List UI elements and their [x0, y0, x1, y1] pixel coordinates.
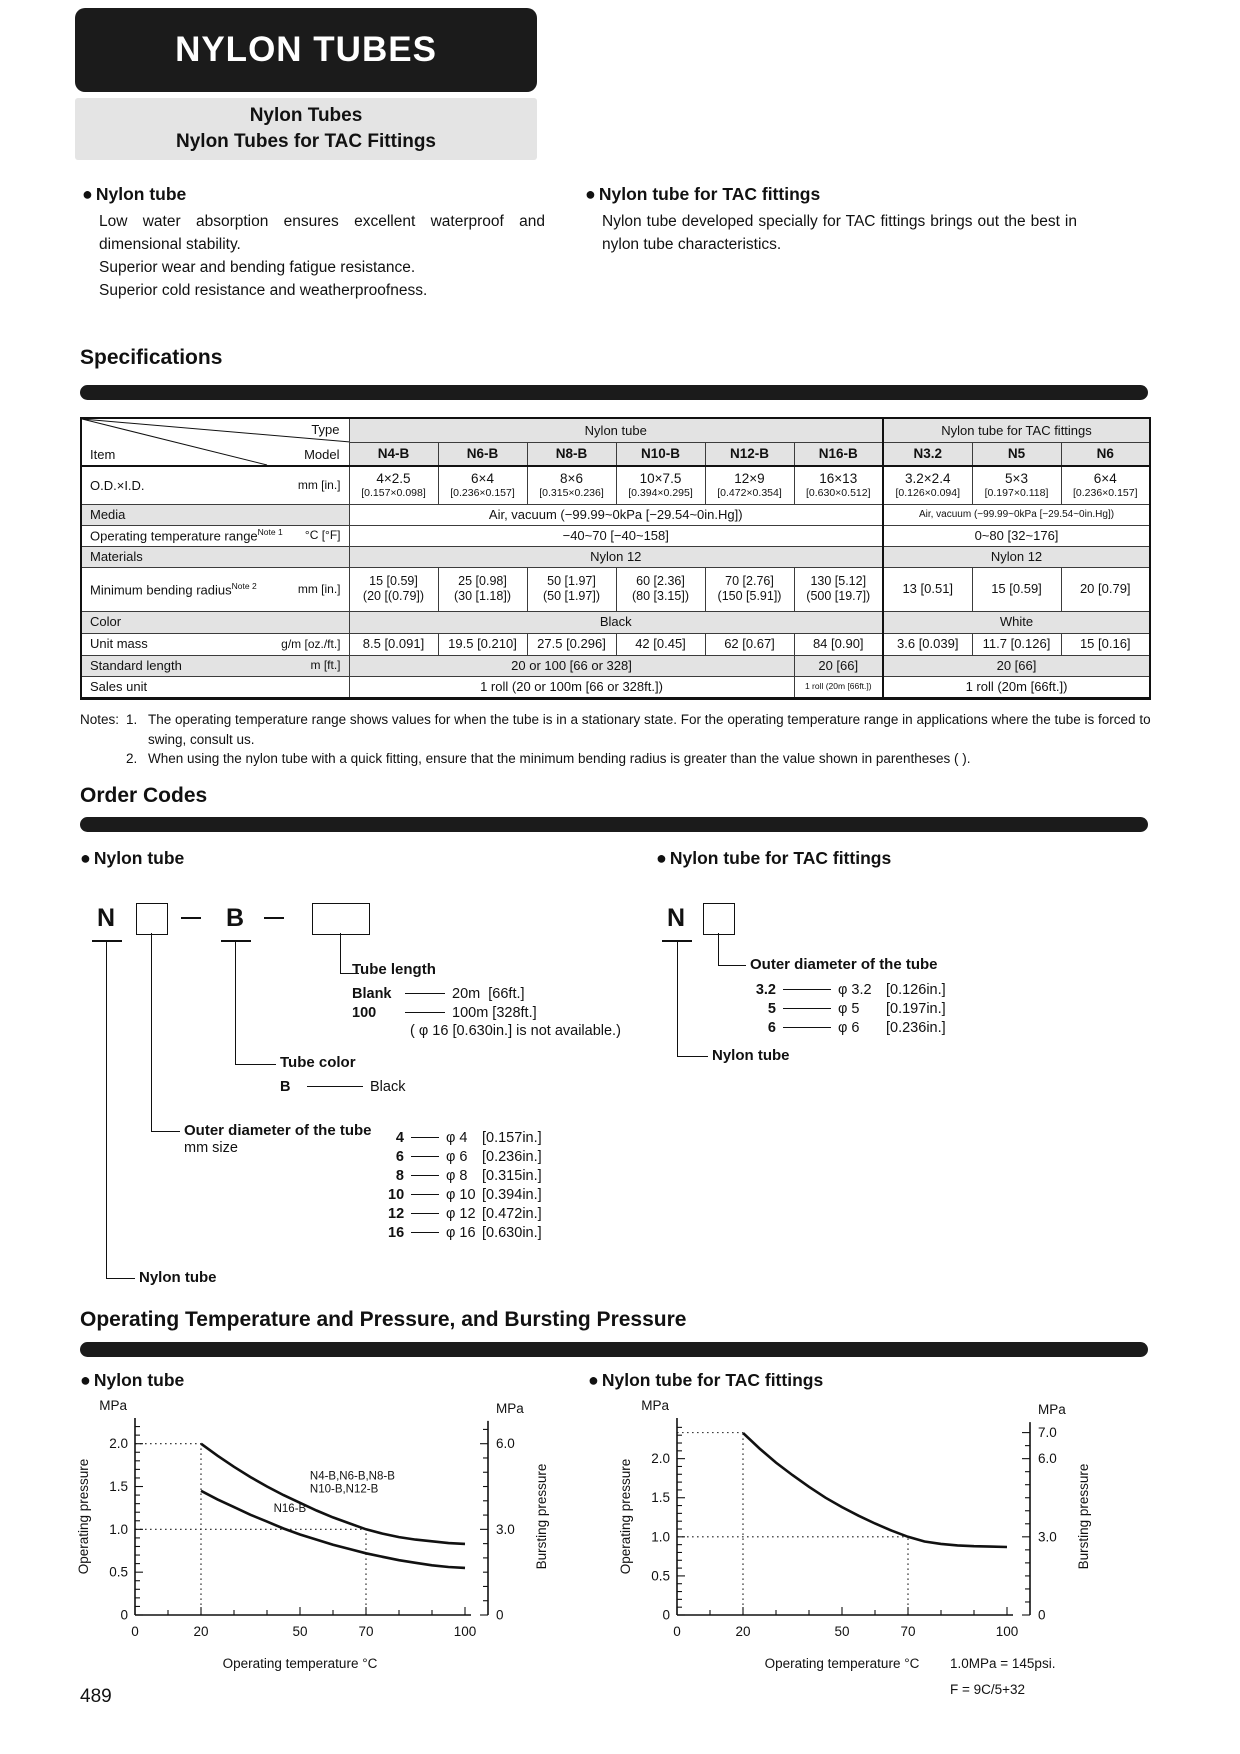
- intro-nylon-tube: [82, 184, 545, 303]
- code-separator: [181, 917, 201, 919]
- spec-cell: −40~70 [−40~158]: [349, 525, 883, 546]
- tac-nylon-tube-label: Nylon tube: [712, 1047, 790, 1064]
- order-code-text: [0.472in.]: [482, 1205, 542, 1222]
- svg-text:0: 0: [131, 1624, 139, 1639]
- order-code-text: φ 5: [838, 1000, 860, 1017]
- order-code-text: φ 4: [446, 1129, 468, 1146]
- outer-diameter-subtitle: mm size: [184, 1140, 238, 1156]
- spec-cell: 15 [0.59]: [972, 567, 1061, 611]
- spec-cell: 15 [0.59] (20 [(0.79]): [349, 567, 438, 611]
- y-axis-title-left: Operating pressure: [618, 1458, 633, 1575]
- specs-model-header: N6: [1061, 442, 1150, 466]
- spec-cell: 1 roll (20m [66ft.]): [883, 676, 1150, 698]
- tac-outer-diameter-title: Outer diameter of the tube: [750, 956, 938, 973]
- page-title-banner: [75, 8, 537, 92]
- spec-row-label: Standard length m [ft.]: [81, 655, 349, 676]
- unit-label: MPa: [496, 1400, 524, 1416]
- bullet-icon: ●: [82, 184, 93, 204]
- svg-text:50: 50: [292, 1624, 308, 1639]
- operating-heading: Operating Temperature and Pressure, and Bursting Pressure: [80, 1308, 687, 1331]
- order-code-row: [750, 980, 946, 999]
- order-code-row: [388, 1128, 542, 1147]
- specs-model-header: N3.2: [883, 442, 972, 466]
- order-code-text: φ 6: [446, 1148, 468, 1165]
- spec-cell: 84 [0.90]: [794, 633, 883, 655]
- order-code-text: B: [280, 1078, 291, 1095]
- order-tac-heading: [656, 848, 891, 870]
- note-number: 1.: [126, 712, 138, 727]
- order-code-text: Blank: [352, 985, 392, 1002]
- spec-cell: 16×13 [0.630×0.512]: [794, 466, 883, 504]
- page-number: 489: [80, 1686, 112, 1707]
- chart-nylon-heading: [80, 1370, 184, 1392]
- svg-text:0: 0: [120, 1607, 128, 1623]
- note-item: [80, 710, 1158, 749]
- order-code-text: [0.236in.]: [886, 1019, 946, 1036]
- svg-text:0: 0: [673, 1624, 681, 1639]
- specs-model-header: N4-B: [349, 442, 438, 466]
- spec-cell: 15 [0.16]: [1061, 633, 1150, 655]
- spec-row-label: Operating temperature range$^{Note 1}$ °C [°F]: [81, 525, 349, 546]
- order-code-text: 20m [66ft.]: [452, 985, 525, 1002]
- dash-line: [783, 1027, 831, 1028]
- spec-cell: 13 [0.51]: [883, 567, 972, 611]
- connector-line: [151, 933, 180, 1132]
- spec-cell: 1 roll (20 or 100m [66 or 328ft.]): [349, 676, 794, 698]
- bullet-icon: ●: [585, 184, 596, 204]
- code-separator: [264, 917, 284, 919]
- x-axis-title: Operating temperature °C: [222, 1656, 378, 1671]
- intro-line: Low water absorption ensures excellent waterproof and dimensional stability.: [99, 212, 545, 253]
- spec-cell: 3.2×2.4 [0.126×0.094]: [883, 466, 972, 504]
- specs-group-header: Nylon tube for TAC fittings: [883, 418, 1150, 442]
- svg-text:1.5: 1.5: [109, 1479, 128, 1495]
- order-code-row: [388, 1166, 542, 1185]
- intro-tac: [585, 184, 1077, 256]
- spec-cell: 3.6 [0.039]: [883, 633, 972, 655]
- dash-line: [411, 1194, 439, 1195]
- svg-text:2.0: 2.0: [651, 1451, 670, 1467]
- tac-outer-diameter-block: [750, 956, 946, 1037]
- svg-text:0.5: 0.5: [109, 1564, 128, 1580]
- note-number: 2.: [126, 751, 138, 767]
- chart-tac-heading: [588, 1370, 823, 1392]
- notes: [80, 710, 1158, 769]
- spec-row-label: Sales unit: [81, 676, 349, 698]
- order-code-text: [0.236in.]: [482, 1148, 542, 1165]
- x-axis-title: Operating temperature °C: [764, 1656, 920, 1671]
- order-code-text: 8: [395, 1167, 404, 1184]
- spec-cell: Black: [349, 611, 883, 633]
- spec-row-label: Materials: [81, 546, 349, 567]
- order-code-row: [352, 1003, 621, 1022]
- svg-text:3.0: 3.0: [1038, 1529, 1057, 1545]
- specifications-table: [80, 417, 1151, 700]
- tube-color-block: [280, 1054, 405, 1096]
- order-code-text: φ 8: [446, 1167, 468, 1184]
- spec-cell: 11.7 [0.126]: [972, 633, 1061, 655]
- spec-cell: 0~80 [32~176]: [883, 525, 1150, 546]
- note-text: When using the nylon tube with a quick fitting, ensure that the minimum bending radius is greater than the value shown in parentheses ( ).: [148, 751, 971, 767]
- tac-code-box-diameter: [703, 903, 735, 935]
- outer-diameter-options: [388, 1128, 542, 1242]
- outer-diameter-block: [184, 1122, 372, 1157]
- order-code-text: [0.394in.]: [482, 1186, 542, 1203]
- order-code-text: φ 10: [446, 1186, 476, 1203]
- svg-text:3.0: 3.0: [496, 1521, 515, 1537]
- order-code-text: 12: [388, 1205, 405, 1222]
- y-axis-title-right: Bursting pressure: [1076, 1463, 1091, 1570]
- dash-line: [411, 1156, 439, 1157]
- order-code-text: [0.157in.]: [482, 1129, 542, 1146]
- dash-line: [405, 993, 445, 994]
- svg-text:100: 100: [453, 1624, 477, 1639]
- spec-row-label: O.D.×I.D. mm [in.]: [81, 466, 349, 504]
- subtitle-line2: Nylon Tubes for TAC Fittings: [176, 131, 436, 152]
- section-divider-bar: [80, 817, 1148, 832]
- chart-nylon-heading-label: Nylon tube: [93, 1370, 185, 1390]
- spec-cell: Nylon 12: [349, 546, 883, 567]
- order-code-text: [0.126in.]: [886, 981, 946, 998]
- dash-line: [405, 1012, 445, 1013]
- connector-line: [235, 942, 276, 1065]
- specs-model-header: N10-B: [616, 442, 705, 466]
- intro-line: Superior wear and bending fatigue resistance.: [99, 259, 416, 277]
- intro-tac-heading: [585, 184, 1077, 206]
- svg-text:20: 20: [735, 1624, 751, 1639]
- svg-text:50: 50: [834, 1624, 850, 1639]
- dash-line: [783, 989, 831, 990]
- order-code-row: [388, 1223, 542, 1242]
- spec-cell: White: [883, 611, 1150, 633]
- spec-cell: 42 [0.45]: [616, 633, 705, 655]
- order-code-text: φ 12: [446, 1205, 476, 1222]
- y-axis-title-right: Bursting pressure: [534, 1463, 549, 1570]
- spec-cell: 6×4 [0.236×0.157]: [1061, 466, 1150, 504]
- specs-group-header: Nylon tube: [349, 418, 883, 442]
- svg-text:1.0: 1.0: [651, 1529, 670, 1545]
- intro-tac-heading-label: Nylon tube for TAC fittings: [598, 184, 821, 204]
- conversion-note: 1.0MPa = 145psi.: [950, 1656, 1056, 1671]
- spec-cell: 6×4 [0.236×0.157]: [438, 466, 527, 504]
- spec-cell: 4×2.5 [0.157×0.098]: [349, 466, 438, 504]
- spec-cell: 12×9 [0.472×0.354]: [705, 466, 794, 504]
- nylon-tube-pressure-chart: [70, 1390, 575, 1705]
- conversion-note: F = 9C/5+32: [950, 1682, 1026, 1697]
- dash-line: [411, 1213, 439, 1214]
- spec-cell: 5×3 [0.197×0.118]: [972, 466, 1061, 504]
- specs-corner-cell: Type Model Item: [81, 418, 349, 466]
- page-title: NYLON TUBES: [175, 30, 437, 69]
- tac-outer-diameter-options: [750, 980, 946, 1037]
- order-code-row: [750, 1018, 946, 1037]
- spec-cell: 20 [66]: [883, 655, 1150, 676]
- specs-model-header: N8-B: [527, 442, 616, 466]
- spec-cell: Air, vacuum (−99.99~0kPa [−29.54~0in.Hg]): [349, 504, 883, 525]
- tac-pressure-chart: [612, 1390, 1172, 1705]
- order-code-text: 6: [395, 1148, 404, 1165]
- spec-cell: 130 [5.12] (500 [19.7]): [794, 567, 883, 611]
- spec-row-label: Color: [81, 611, 349, 633]
- order-nylon-heading: [80, 848, 184, 870]
- order-code-text: 6: [767, 1019, 776, 1036]
- unit-label: MPa: [1038, 1402, 1066, 1418]
- order-tac-heading-label: Nylon tube for TAC fittings: [669, 848, 892, 868]
- spec-cell: 70 [2.76] (150 [5.91]): [705, 567, 794, 611]
- svg-text:70: 70: [358, 1624, 374, 1639]
- order-code-text: φ 3.2: [838, 981, 872, 998]
- specifications-heading: Specifications: [80, 346, 223, 369]
- svg-text:0: 0: [1038, 1607, 1046, 1623]
- specs-model-header: N5: [972, 442, 1061, 466]
- bullet-icon: ●: [656, 848, 667, 868]
- code-prefix-n: N: [97, 904, 116, 932]
- tube-color-title: Tube color: [280, 1054, 356, 1071]
- svg-text:100: 100: [995, 1624, 1019, 1639]
- specs-model-header: N12-B: [705, 442, 794, 466]
- bullet-icon: ●: [80, 848, 91, 868]
- tube-length-options: [352, 984, 621, 1022]
- tac-code-prefix-n: N: [667, 904, 686, 932]
- subtitle-line1: Nylon Tubes: [249, 105, 363, 127]
- order-code-text: φ 6: [838, 1019, 860, 1036]
- order-nylon-heading-label: Nylon tube: [93, 848, 185, 868]
- spec-cell: 20 or 100 [66 or 328]: [349, 655, 794, 676]
- order-code-text: 4: [395, 1129, 404, 1146]
- intro-line: Superior cold resistance and weatherproofness.: [99, 282, 428, 300]
- svg-text:0.5: 0.5: [651, 1568, 670, 1584]
- note-item: [80, 749, 1158, 769]
- chart-tac-heading-label: Nylon tube for TAC fittings: [601, 1370, 824, 1390]
- code-box-length: [312, 903, 370, 935]
- unit-label: MPa: [641, 1398, 669, 1413]
- connector-line: [106, 942, 135, 1279]
- notes-prefix: Notes:: [80, 712, 120, 727]
- spec-cell: 50 [1.97] (50 [1.97]): [527, 567, 616, 611]
- spec-cell: 20 [0.79]: [1061, 567, 1150, 611]
- intro-line: Nylon tube developed specially for TAC fittings brings out the best in nylon tube characteristics.: [602, 212, 1077, 253]
- spec-cell: 8×6 [0.315×0.236]: [527, 466, 616, 504]
- specs-model-header: N16-B: [794, 442, 883, 466]
- svg-text:0: 0: [496, 1607, 504, 1623]
- intro-nylon-heading: [82, 184, 545, 206]
- series-label: N4-B,N6-B,N8-B: [309, 1470, 395, 1483]
- bullet-icon: ●: [80, 1370, 91, 1390]
- tube-color-options: [280, 1077, 405, 1096]
- order-code-text: [0.315in.]: [482, 1167, 542, 1184]
- order-code-text: 3.2: [755, 981, 776, 998]
- svg-text:7.0: 7.0: [1038, 1425, 1057, 1441]
- specs-model-header: N6-B: [438, 442, 527, 466]
- svg-text:1.0: 1.0: [109, 1521, 128, 1537]
- order-code-text: 100: [352, 1004, 377, 1021]
- order-code-text: 100m [328ft.]: [452, 1004, 537, 1021]
- spec-cell: 20 [66]: [794, 655, 883, 676]
- dash-line: [411, 1232, 439, 1233]
- svg-text:6.0: 6.0: [496, 1436, 515, 1452]
- spec-cell: 10×7.5 [0.394×0.295]: [616, 466, 705, 504]
- connector-line: [677, 942, 708, 1057]
- order-code-text: 16: [388, 1224, 405, 1241]
- order-code-row: [750, 999, 946, 1018]
- spec-cell: 25 [0.98] (30 [1.18]): [438, 567, 527, 611]
- code-box-diameter: [136, 903, 168, 935]
- spec-cell: 60 [2.36] (80 [3.15]): [616, 567, 705, 611]
- svg-text:1.5: 1.5: [651, 1490, 670, 1506]
- svg-text:2.0: 2.0: [109, 1436, 128, 1452]
- spec-cell: 27.5 [0.296]: [527, 633, 616, 655]
- order-code-text: 5: [767, 1000, 776, 1017]
- spec-cell: Nylon 12: [883, 546, 1150, 567]
- tube-length-block: [352, 961, 621, 1039]
- spec-cell: 62 [0.67]: [705, 633, 794, 655]
- spec-cell: 8.5 [0.091]: [349, 633, 438, 655]
- spec-row-label: Unit mass g/m [oz./ft.]: [81, 633, 349, 655]
- spec-cell: 19.5 [0.210]: [438, 633, 527, 655]
- order-code-text: 10: [388, 1186, 405, 1203]
- bullet-icon: ●: [588, 1370, 599, 1390]
- dash-line: [411, 1137, 439, 1138]
- series-label: N10-B,N12-B: [309, 1483, 379, 1496]
- note-text: The operating temperature range shows values for when the tube is in a stationary state. For the operating temperature range in applications where the tube is forced to swing, consult us.: [148, 712, 1151, 747]
- series-curve: [743, 1433, 1007, 1547]
- intro-nylon-heading-label: Nylon tube: [95, 184, 187, 204]
- dash-line: [307, 1086, 363, 1087]
- svg-text:70: 70: [900, 1624, 916, 1639]
- svg-text:6.0: 6.0: [1038, 1451, 1057, 1467]
- svg-text:20: 20: [193, 1624, 209, 1639]
- nylon-tube-label: Nylon tube: [139, 1269, 217, 1286]
- order-codes-heading: Order Codes: [80, 784, 208, 807]
- order-code-text: [0.197in.]: [886, 1000, 946, 1017]
- order-code-row: [388, 1204, 542, 1223]
- order-code-row: [352, 984, 621, 1003]
- spec-cell: Air, vacuum (−99.99~0kPa [−29.54~0in.Hg]): [883, 504, 1150, 525]
- spec-row-label: Media: [81, 504, 349, 525]
- section-divider-bar: [80, 385, 1148, 400]
- spec-row-label: Minimum bending radius$^{Note 2}$ mm [in.]: [81, 567, 349, 611]
- code-color-b: B: [226, 904, 245, 932]
- svg-text:0: 0: [662, 1607, 670, 1623]
- section-divider-bar: [80, 1342, 1148, 1357]
- series-label: N16-B: [273, 1503, 307, 1516]
- outer-diameter-title: Outer diameter of the tube: [184, 1122, 372, 1139]
- dash-line: [411, 1175, 439, 1176]
- order-code-row: [388, 1185, 542, 1204]
- order-code-text: φ 16: [446, 1224, 476, 1241]
- tube-length-note: ( φ 16 [0.630in.] is not available.): [410, 1023, 621, 1039]
- unit-label: MPa: [99, 1398, 127, 1413]
- order-code-text: Black: [370, 1078, 406, 1095]
- tube-length-title: Tube length: [352, 961, 436, 978]
- connector-line: [718, 933, 746, 966]
- dash-line: [783, 1008, 831, 1009]
- spec-cell: 1 roll (20m [66ft.]): [794, 676, 883, 698]
- subtitle-box: [75, 98, 537, 160]
- order-code-text: [0.630in.]: [482, 1224, 542, 1241]
- y-axis-title-left: Operating pressure: [76, 1458, 91, 1575]
- order-code-row: [280, 1077, 405, 1096]
- order-code-row: [388, 1147, 542, 1166]
